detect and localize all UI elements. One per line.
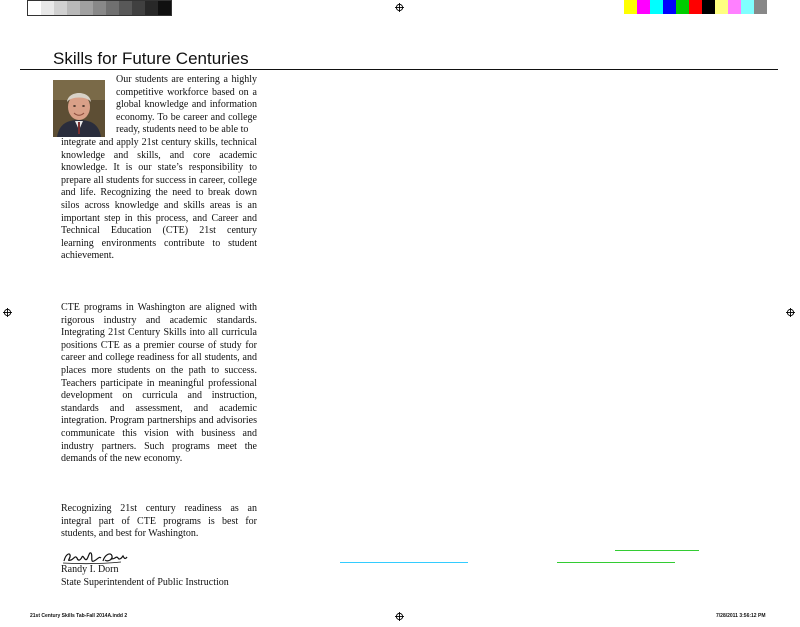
color-swatch (663, 0, 676, 14)
footer-file-slug: 21st Century Skills Tab-Fall 2014A.indd 2 (30, 613, 128, 619)
color-swatch (624, 0, 637, 14)
color-swatch (689, 0, 702, 14)
gray-swatch (106, 1, 119, 15)
signer-title: State Superintendent of Public Instruction (61, 577, 229, 588)
color-swatch (637, 0, 650, 14)
color-swatch (676, 0, 689, 14)
gray-swatch (93, 1, 106, 15)
color-swatch (728, 0, 741, 14)
color-swatch (754, 0, 767, 14)
gray-calibration-bar (27, 0, 172, 16)
title-rule (20, 69, 778, 70)
gray-swatch (67, 1, 80, 15)
gray-swatch (54, 1, 67, 15)
letter-paragraph-2: CTE programs in Washington are aligned with rigorous industry and academic standards. Integrating 21st Century Skills into all curricula positions CTE as a premier course of study for career and college readiness for all students, and places more students on the path to success. Teachers participate in meaningful professional development on curricula and instruction, standards and assessment, and academic integration. Program partnerships and advisories communicate this vision with business and industry partners. Such programs meet the demands of the new economy. (61, 302, 257, 465)
gray-swatch (119, 1, 132, 15)
letter-paragraph-3: Recognizing 21st century readiness as an integral part of CTE programs is best for students, and best for Washington. (61, 503, 257, 540)
paragraph-1-rest: integrate and apply 21st century skills, technical knowledge and skills, and core academic knowledge. It is our state’s responsibility to prepare all students for success in career, college and life. Recognizing the need to break down silos across knowledge and skills areas is an important step in this process, and Career and Technical Education (CTE) 21st century learning environments contribute to student achievement. (61, 136, 257, 262)
registration-mark-icon (395, 612, 404, 621)
color-calibration-bar (624, 0, 767, 14)
signer-name: Randy I. Dorn (61, 564, 119, 575)
gray-swatch (145, 1, 158, 15)
gray-swatch (158, 1, 171, 15)
page-title: Skills for Future Centuries (53, 49, 249, 68)
footer-timestamp: 7/28/2011 3:56:12 PM (716, 613, 766, 619)
gray-swatch (41, 1, 54, 15)
color-swatch (702, 0, 715, 14)
gray-swatch (28, 1, 41, 15)
color-swatch (650, 0, 663, 14)
color-swatch (741, 0, 754, 14)
color-swatch (715, 0, 728, 14)
cyan-guide-line (340, 562, 468, 563)
gray-swatch (132, 1, 145, 15)
green-guide-line (557, 562, 675, 563)
gray-swatch (80, 1, 93, 15)
green-guide-line (615, 550, 699, 551)
registration-mark-icon (395, 3, 404, 12)
paragraph-1-lead: Our students are entering a highly competitive workforce based on a global knowledge and information economy. To be career and college ready, students need to be able to (116, 74, 257, 136)
letter-paragraph-1 (61, 74, 257, 263)
registration-mark-icon (3, 308, 12, 317)
registration-mark-icon (786, 308, 795, 317)
